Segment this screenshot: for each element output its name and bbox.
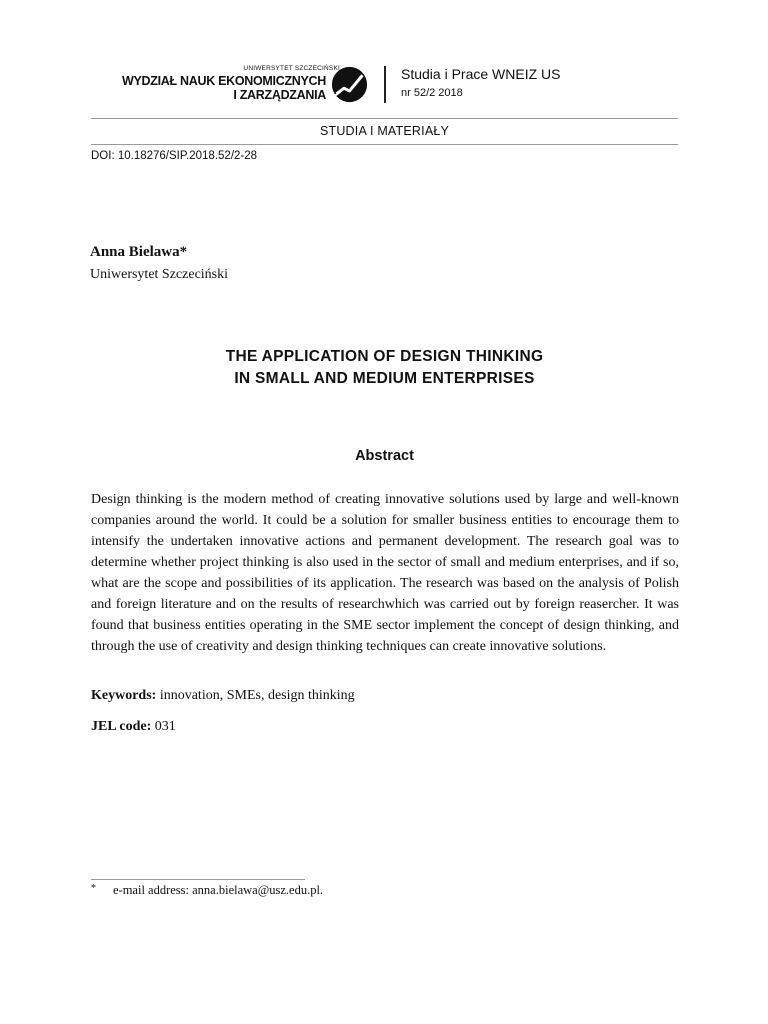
abstract-heading: Abstract: [355, 448, 414, 464]
abstract-text: Design thinking is the modern method of creating innovative solutions used by large and well-known companies around the world. It could be a solution for smaller business entities to encourage them to intensify the undertaken innovative actions and permanent development. The research goal was to determine whether project thinking is also used in the sector of small and medium enterprises, and if so, what are the scope and possibilities of its application. The research was based on the analysis of Polish and foreign literature and on the results of researchwhich was carried out by foreign reasercher. It was found that business entities operating in the SME sector implement the concept of design thinking, and through the use of creativity and design thinking techniques can create innovative solutions.: [91, 492, 679, 654]
paper-title: [91, 346, 678, 390]
footnote-rule: [91, 879, 305, 880]
author-name: Anna Bielawa*: [90, 244, 188, 260]
faculty-name-line1: WYDZIAŁ NAUK EKONOMICZNYCH: [122, 74, 326, 88]
jel-code: [91, 719, 176, 735]
journal-title: Studia i Prace WNEIZ US: [401, 66, 561, 82]
jel-code-value: 031: [151, 719, 176, 734]
jel-code-label: JEL code:: [91, 719, 152, 734]
footnote-email: e-mail address: anna.bielawa@usz.edu.pl.: [113, 883, 324, 897]
faculty-name: [110, 74, 326, 102]
author-affiliation: Uniwersytet Szczeciński: [90, 267, 229, 282]
university-name-small: UNIWERSYTET SZCZECIŃSKI: [243, 65, 340, 72]
header-rule-top: [91, 118, 678, 119]
keywords-value: innovation, SMEs, design thinking: [156, 688, 355, 703]
faculty-logo-icon: [331, 66, 368, 103]
header-divider: [384, 66, 386, 103]
footnote-mark: *: [91, 883, 96, 894]
footnote: [91, 883, 323, 898]
paper-title-line1: THE APPLICATION OF DESIGN THINKING: [225, 348, 544, 365]
keywords-label: Keywords:: [91, 688, 157, 703]
paper-title-line2: IN SMALL AND MEDIUM ENTERPRISES: [234, 370, 535, 387]
journal-issue: nr 52/2 2018: [401, 87, 463, 99]
keywords: [91, 688, 355, 704]
header-rule-bottom: [91, 144, 678, 145]
faculty-name-line2: I ZARZĄDZANIA: [233, 88, 326, 102]
section-label: STUDIA I MATERIAŁY: [319, 124, 450, 138]
doi: DOI: 10.18276/SIP.2018.52/2-28: [91, 150, 258, 162]
